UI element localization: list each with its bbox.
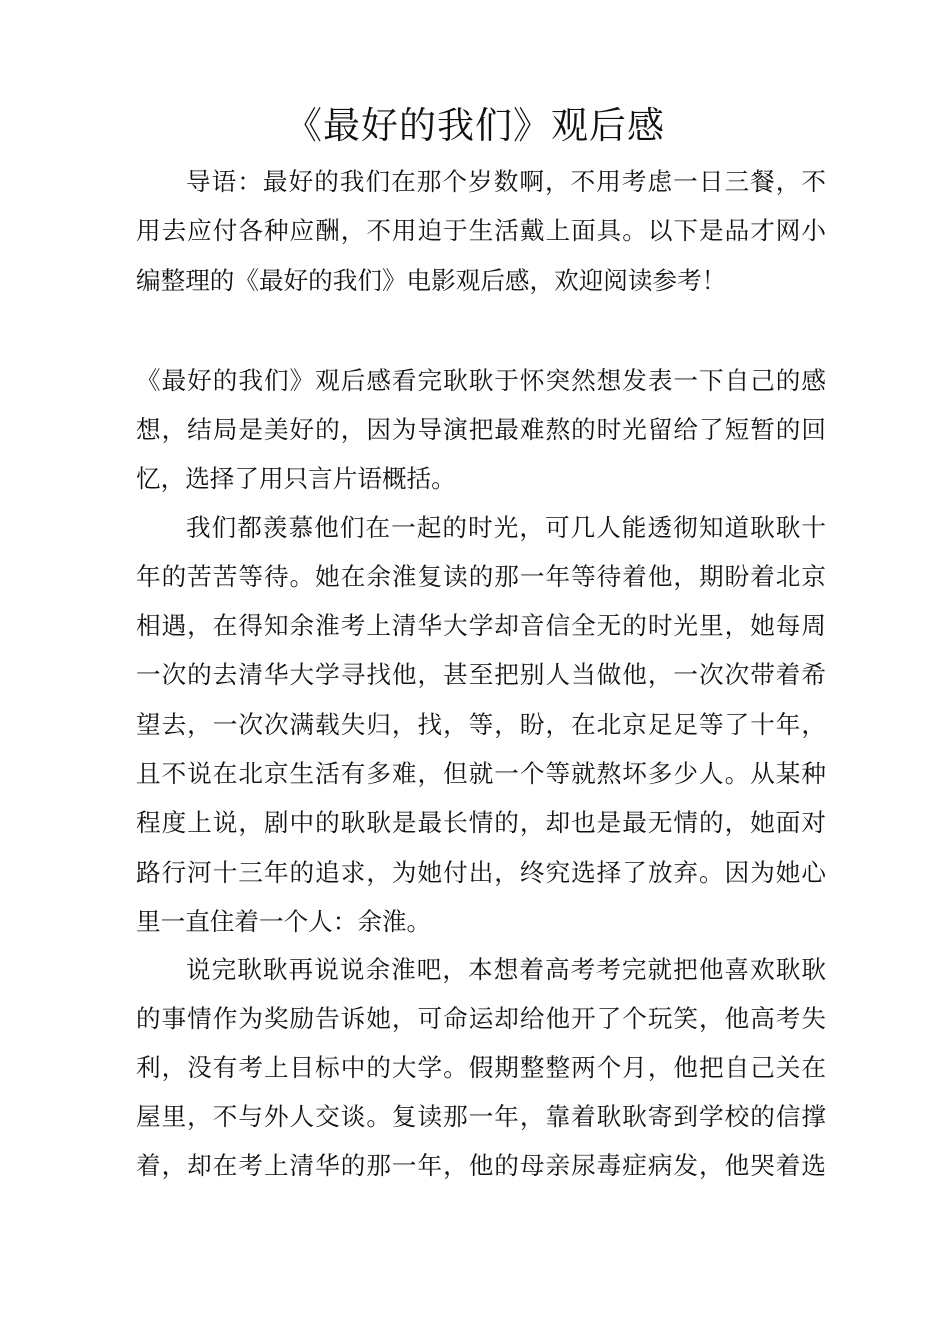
document-title: 《最好的我们》观后感 [285, 104, 665, 147]
intro-line-3: 编整理的《最好的我们》电影观后感，欢迎阅读参考！ [136, 266, 727, 295]
paragraph-3-line-4: 屋里，不与外人交谈。复读那一年，靠着耿耿寄到学校的信撑 [136, 1102, 826, 1131]
paragraph-2-line-1: 我们都羡慕他们在一起的时光，可几人能透彻知道耿耿十 [186, 513, 826, 542]
paragraph-2-line-3: 相遇，在得知余淮考上清华大学却音信全无的时光里，她每周 [136, 611, 826, 640]
paragraph-2-line-8: 路行河十三年的追求，为她付出，终究选择了放弃。因为她心 [136, 858, 826, 887]
paragraph-1-line-2: 想，结局是美好的，因为导演把最难熬的时光留给了短暂的回 [136, 415, 826, 444]
paragraph-2-line-7: 程度上说，剧中的耿耿是最长情的，却也是最无情的，她面对 [136, 808, 826, 837]
paragraph-3-line-1: 说完耿耿再说说余淮吧，本想着高考考完就把他喜欢耿耿 [186, 955, 826, 984]
paragraph-3-line-3: 利，没有考上目标中的大学。假期整整两个月，他把自己关在 [136, 1053, 826, 1082]
paragraph-2-line-4: 一次的去清华大学寻找他，甚至把别人当做他，一次次带着希 [136, 660, 826, 689]
paragraph-1-line-1: 《最好的我们》观后感看完耿耿于怀突然想发表一下自己的感 [136, 366, 826, 395]
paragraph-3-line-2: 的事情作为奖励告诉她，可命运却给他开了个玩笑，他高考失 [136, 1004, 826, 1033]
paragraph-2-line-5: 望去，一次次满载失归，找，等，盼，在北京足足等了十年， [136, 710, 826, 739]
paragraph-2-line-9: 里一直住着一个人：余淮。 [136, 907, 432, 936]
paragraph-2-line-2: 年的苦苦等待。她在余淮复读的那一年等待着他，期盼着北京 [136, 562, 826, 591]
intro-line-2: 用去应付各种应酬，不用迫于生活戴上面具。以下是品才网小 [136, 216, 826, 245]
paragraph-1-line-3: 忆，选择了用只言片语概括。 [136, 464, 456, 493]
intro-line-1: 导语：最好的我们在那个岁数啊，不用考虑一日三餐，不 [186, 167, 826, 196]
paragraph-2-line-6: 且不说在北京生活有多难，但就一个等就熬坏多少人。从某种 [136, 759, 826, 788]
paragraph-3-line-5: 着，却在考上清华的那一年，他的母亲尿毒症病发，他哭着选 [136, 1151, 826, 1180]
